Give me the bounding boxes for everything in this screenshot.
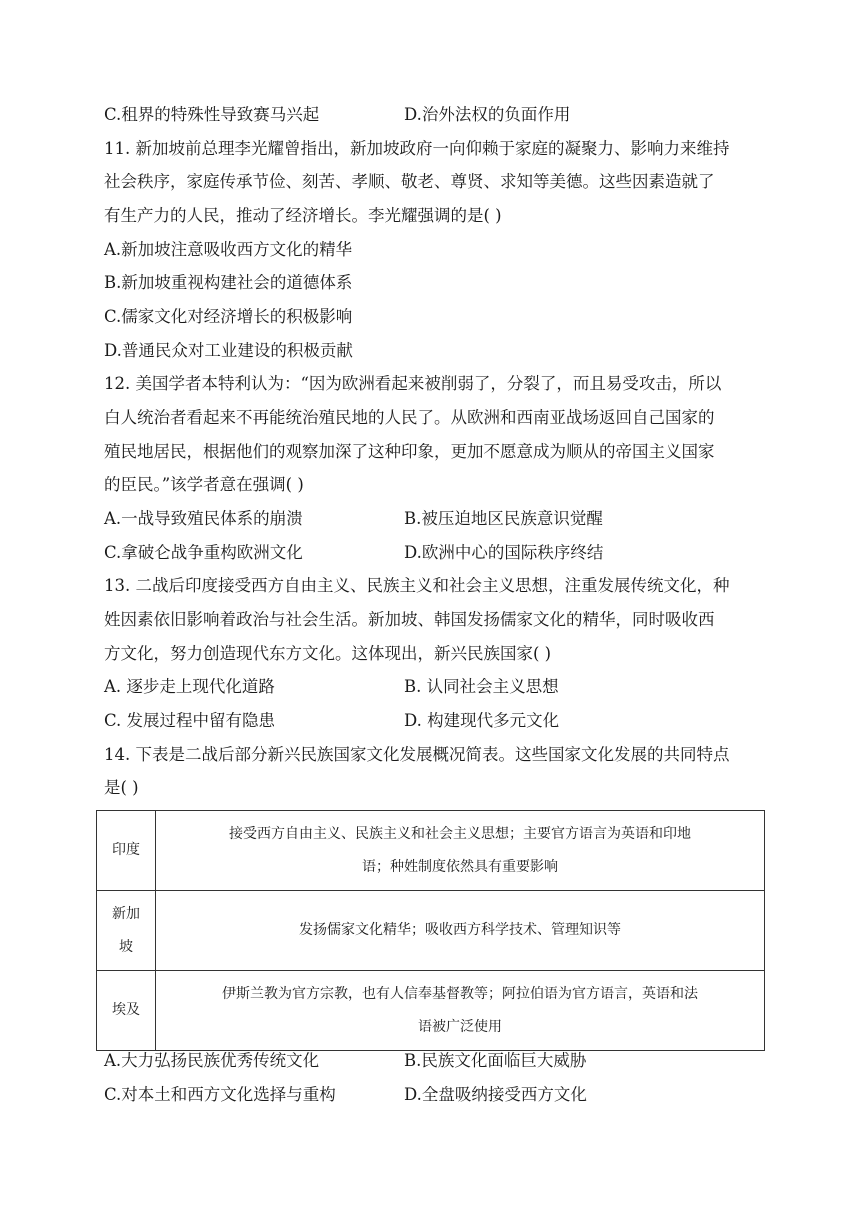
q11-option-b: B.新加坡重视构建社会的道德体系 [104,273,353,292]
q13-stem-line: 方文化，努力创造现代东方文化。这体现出，新兴民族国家( ) [104,644,552,663]
q12-option-b: B.被压迫地区民族意识觉醒 [404,509,603,528]
table-cell-description: 伊斯兰教为官方宗教，也有人信奉基督教等；阿拉伯语为官方语言，英语和法 语被广泛使用 [156,971,765,1051]
q12-stem-line: 殖民地居民，根据他们的观察加深了这种印象，更加不愿意成为顺从的帝国主义国家 [104,442,715,461]
q14-option-b: B.民族文化面临巨大威胁 [404,1051,587,1070]
q11-option-d: D.普通民众对工业建设的积极贡献 [104,341,353,360]
q14-option-row [104,1084,764,1106]
q11-option-a: A.新加坡注意吸收西方文化的精华 [104,240,353,259]
q14-option-d: D.全盘吸纳接受西方文化 [404,1085,587,1104]
table-row [97,971,765,1051]
q12-stem-line: 12. 美国学者本特利认为：“因为欧洲看起来被削弱了，分裂了，而且易受攻击，所以 [104,374,722,393]
table-cell-country: 印度 [97,811,156,891]
q13-option-a: A. 逐步走上现代化道路 [104,677,275,696]
q11-stem-line: 有生产力的人民，推动了经济增长。李光耀强调的是( ) [104,206,502,225]
table-row [97,891,765,971]
q13-stem-line: 姓因素依旧影响着政治与社会生活。新加坡、韩国发扬儒家文化的精华，同时吸收西 [104,610,715,629]
q11-stem-line: 11. 新加坡前总理李光耀曾指出，新加坡政府一向仰赖于家庭的凝聚力、影响力来维持 [104,139,730,158]
q11-option-c: C.儒家文化对经济增长的积极影响 [104,307,353,326]
q14-stem-line: 是( ) [104,778,139,797]
q12-option-row [104,508,764,530]
q12-stem-line: 的臣民。”该学者意在强调( ) [104,475,304,494]
q10-option-c: C.租界的特殊性导致赛马兴起 [104,105,320,124]
q12-option-a: A.一战导致殖民体系的崩溃 [104,509,303,528]
q13-option-row [104,710,764,732]
culture-table [96,810,765,1051]
q13-option-c: C. 发展过程中留有隐患 [104,711,276,730]
q13-option-b: B. 认同社会主义思想 [404,677,559,696]
q13-option-row [104,676,764,698]
q10-option-d: D.治外法权的负面作用 [404,105,571,124]
q14-option-a: A.大力弘扬民族优秀传统文化 [104,1051,320,1070]
table-cell-country: 埃及 [97,971,156,1051]
q14-option-c: C.对本土和西方文化选择与重构 [104,1085,336,1104]
q14-stem-line: 14. 下表是二战后部分新兴民族国家文化发展概况简表。这些国家文化发展的共同特点 [104,745,730,764]
table-cell-description: 接受西方自由主义、民族主义和社会主义思想；主要官方语言为英语和印地 语；种姓制度依然具有重要影响 [156,811,765,891]
table-cell-country: 新加 坡 [97,891,156,971]
q12-option-row [104,542,764,564]
q14-option-row [104,1050,764,1072]
q10-option-row [104,104,764,126]
q12-stem-line: 白人统治者看起来不再能统治殖民地的人民了。从欧洲和西南亚战场返回自己国家的 [104,408,715,427]
table-cell-description: 发扬儒家文化精华；吸收西方科学技术、管理知识等 [156,891,765,971]
q12-option-d: D.欧洲中心的国际秩序终结 [404,543,604,562]
q13-stem-line: 13. 二战后印度接受西方自由主义、民族主义和社会主义思想，注重发展传统文化，种 [104,576,730,595]
q13-option-d: D. 构建现代多元文化 [404,711,560,730]
table-row [97,811,765,891]
q11-stem-line: 社会秩序，家庭传承节俭、刻苦、孝顺、敬老、尊贤、求知等美德。这些因素造就了 [104,172,715,191]
q12-option-c: C.拿破仑战争重构欧洲文化 [104,543,303,562]
